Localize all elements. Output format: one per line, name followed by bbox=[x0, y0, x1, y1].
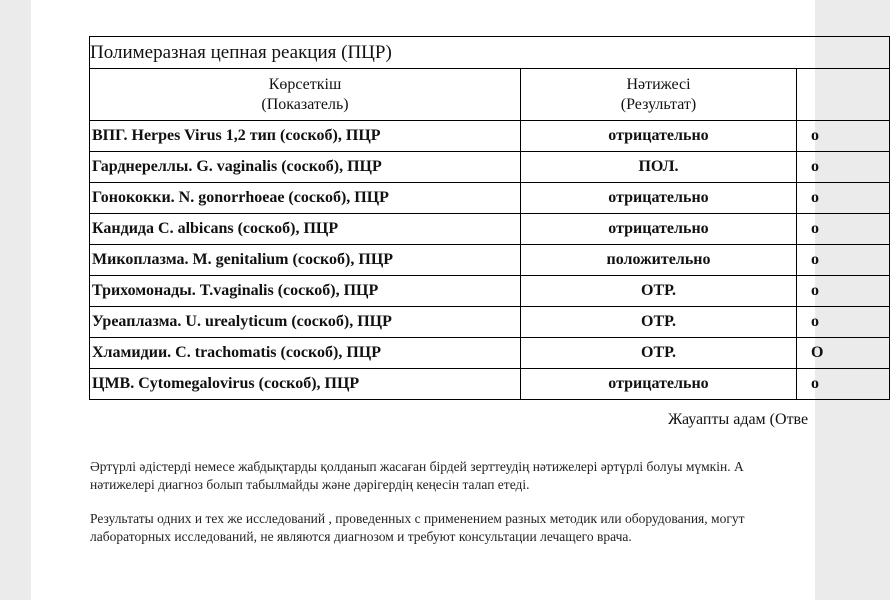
indicator-cell: Трихомонады. T.vaginalis (соскоб), ПЦР bbox=[90, 276, 521, 307]
column-header-result bbox=[521, 69, 797, 121]
result-cell: отрицательно bbox=[521, 369, 797, 400]
reference-cell-partial: о bbox=[797, 183, 890, 214]
reference-cell-partial: о bbox=[797, 121, 890, 152]
indicator-cell: Уреаплазма. U. urealyticum (соскоб), ПЦР bbox=[90, 307, 521, 338]
disclaimer-kazakh-line-2: нәтижелері диагноз болып табылмайды және дәрігердің кеңесін талап етеді. bbox=[90, 477, 530, 492]
reference-cell-partial: О bbox=[797, 338, 890, 369]
disclaimer-russian-line-1: Результаты одних и тех же исследований , проведенных с применением разных методик или оборудования, могут bbox=[90, 511, 745, 526]
result-cell: отрицательно bbox=[521, 183, 797, 214]
column-header-indicator-kz: Көрсеткіш bbox=[268, 75, 342, 93]
indicator-cell: ВПГ. Herpes Virus 1,2 тип (соскоб), ПЦР bbox=[90, 121, 521, 152]
result-cell: отрицательно bbox=[521, 121, 797, 152]
indicator-cell: Микоплазма. M. genitalium (соскоб), ПЦР bbox=[90, 245, 521, 276]
table-title: Полимеразная цепная реакция (ПЦР) bbox=[90, 37, 890, 69]
disclaimer-russian-line-2: лабораторных исследований, не являются диагнозом и требуют консультации лечащего врача. bbox=[90, 529, 632, 544]
table-row bbox=[90, 245, 890, 276]
column-header-result-ru: (Результат) bbox=[620, 95, 697, 113]
column-header-indicator-ru: (Показатель) bbox=[261, 95, 349, 113]
indicator-cell: Гонококки. N. gonorrhoeae (соскоб), ПЦР bbox=[90, 183, 521, 214]
column-header-indicator bbox=[90, 69, 521, 121]
result-cell: ОТР. bbox=[521, 307, 797, 338]
reference-cell-partial: о bbox=[797, 214, 890, 245]
document-page bbox=[31, 0, 824, 600]
reference-cell-partial: о bbox=[797, 369, 890, 400]
table-row bbox=[90, 152, 890, 183]
table-title-row bbox=[90, 37, 890, 69]
result-cell: отрицательно bbox=[521, 214, 797, 245]
table-row bbox=[90, 338, 890, 369]
responsible-person-label: Жауапты адам (Отве bbox=[668, 411, 809, 428]
table-row bbox=[90, 307, 890, 338]
reference-cell-partial: о bbox=[797, 245, 890, 276]
column-header-cutoff bbox=[797, 69, 890, 121]
indicator-cell: Кандида C. albicans (соскоб), ПЦР bbox=[90, 214, 521, 245]
table-row bbox=[90, 214, 890, 245]
disclaimer-kazakh bbox=[90, 458, 850, 494]
pcr-results-table bbox=[89, 36, 890, 400]
reference-cell-partial: о bbox=[797, 307, 890, 338]
result-cell: ОТР. bbox=[521, 338, 797, 369]
table-row bbox=[90, 183, 890, 214]
disclaimer-kazakh-line-1: Әртүрлі әдістерді немесе жабдықтарды қолданып жасаған бірдей зерттеудің нәтижелері әртүрлі болуы мүмкін. А bbox=[90, 459, 744, 474]
table-row bbox=[90, 121, 890, 152]
table-row bbox=[90, 369, 890, 400]
column-header-result-kz: Нәтижесі bbox=[626, 75, 691, 93]
result-cell: ПОЛ. bbox=[521, 152, 797, 183]
indicator-cell: Гарднереллы. G. vaginalis (соскоб), ПЦР bbox=[90, 152, 521, 183]
table-header-row bbox=[90, 69, 890, 121]
reference-cell-partial: о bbox=[797, 152, 890, 183]
result-cell: положительно bbox=[521, 245, 797, 276]
indicator-cell: Хламидии. C. trachomatis (соскоб), ПЦР bbox=[90, 338, 521, 369]
indicator-cell: ЦМВ. Cytomegalovirus (соскоб), ПЦР bbox=[90, 369, 521, 400]
result-cell: ОТР. bbox=[521, 276, 797, 307]
reference-cell-partial: о bbox=[797, 276, 890, 307]
disclaimer-russian bbox=[90, 510, 850, 546]
table-row bbox=[90, 276, 890, 307]
